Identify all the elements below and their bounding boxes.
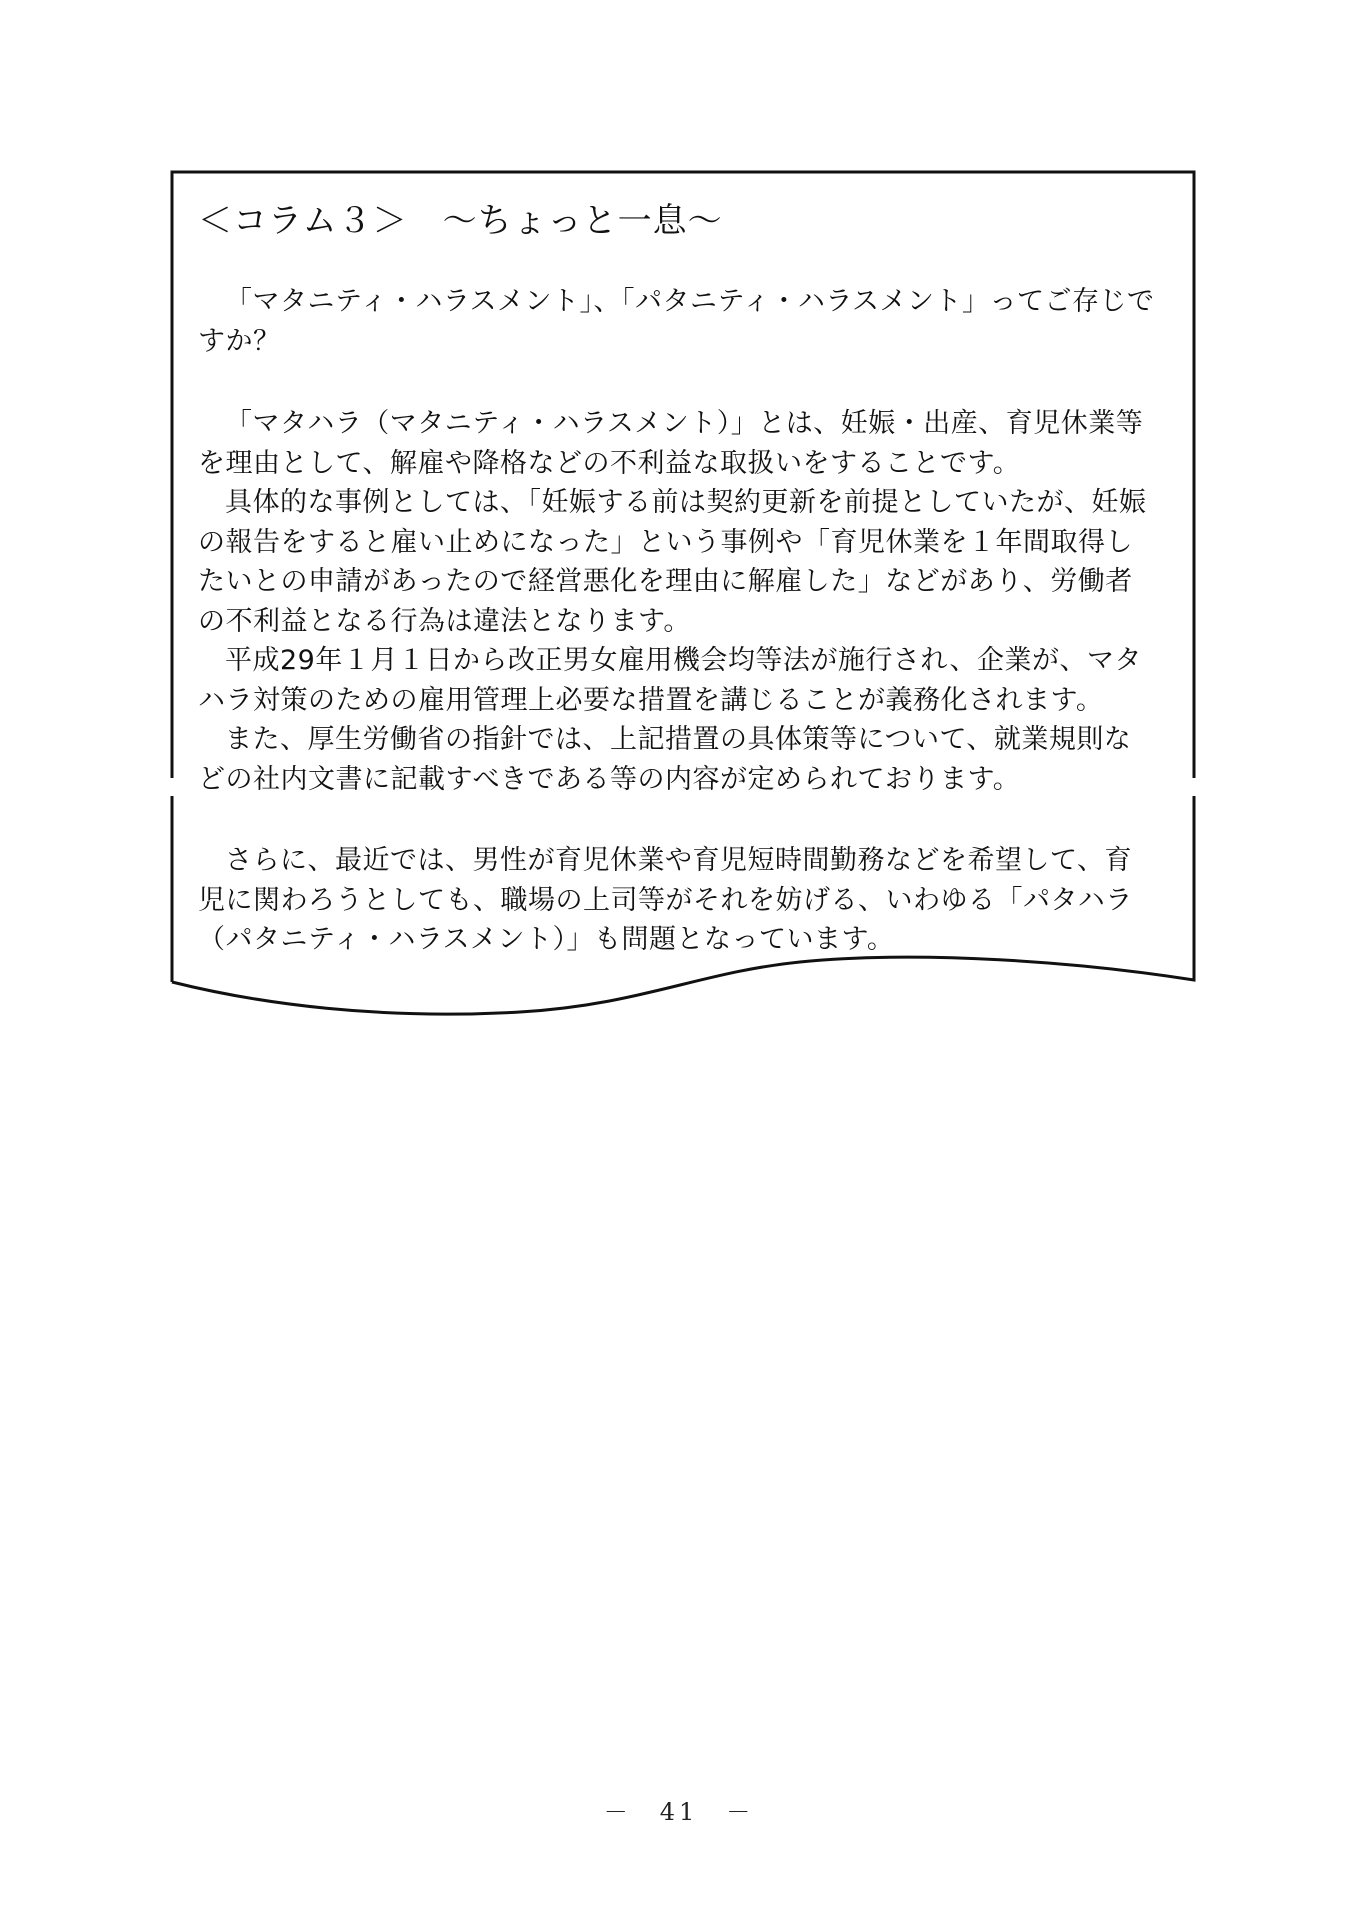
page-number: － 41 －	[603, 1798, 755, 1826]
paragraph-patahara: さらに、最近では、男性が育児休業や育児短時間勤務などを希望して、育児に関わろうとしても、職場の上司等がそれを妨げる、いわゆる「パタハラ（パタニティ・ハラスメント）」も問題となっています。	[198, 845, 1133, 955]
column-body	[198, 196, 1158, 960]
frame-break-right	[1188, 778, 1200, 796]
column-lead: 「マタニティ・ハラスメント」、「パタニティ・ハラスメント」ってご存じですか？	[198, 286, 1155, 357]
column-title: ＜コラム３＞ ～ちょっと一息～	[198, 201, 723, 241]
paragraph-law-revision: 平成29年１月１日から改正男女雇用機会均等法が施行され、企業が、マタハラ対策のための雇用管理上必要な措置を講じることが義務化されます。	[198, 645, 1142, 716]
frame-break-left	[166, 778, 178, 796]
paragraph-examples: 具体的な事例としては、「妊娠する前は契約更新を前提としていたが、妊娠の報告をすると雇い止めになった」という事例や「育児休業を１年間取得したいとの申請があったので経営悪化を理由に解雇した」などがあり、労働者の不利益となる行為は違法となります。	[198, 487, 1147, 637]
paragraph-guidelines: また、厚生労働省の指針では、上記措置の具体策等について、就業規則などの社内文書に記載すべきである等の内容が定められております。	[198, 724, 1132, 795]
paragraph-matahara-definition: 「マタハラ（マタニティ・ハラスメント）」とは、妊娠・出産、育児休業等を理由として、解雇や降格などの不利益な取扱いをすることです。	[198, 408, 1144, 479]
